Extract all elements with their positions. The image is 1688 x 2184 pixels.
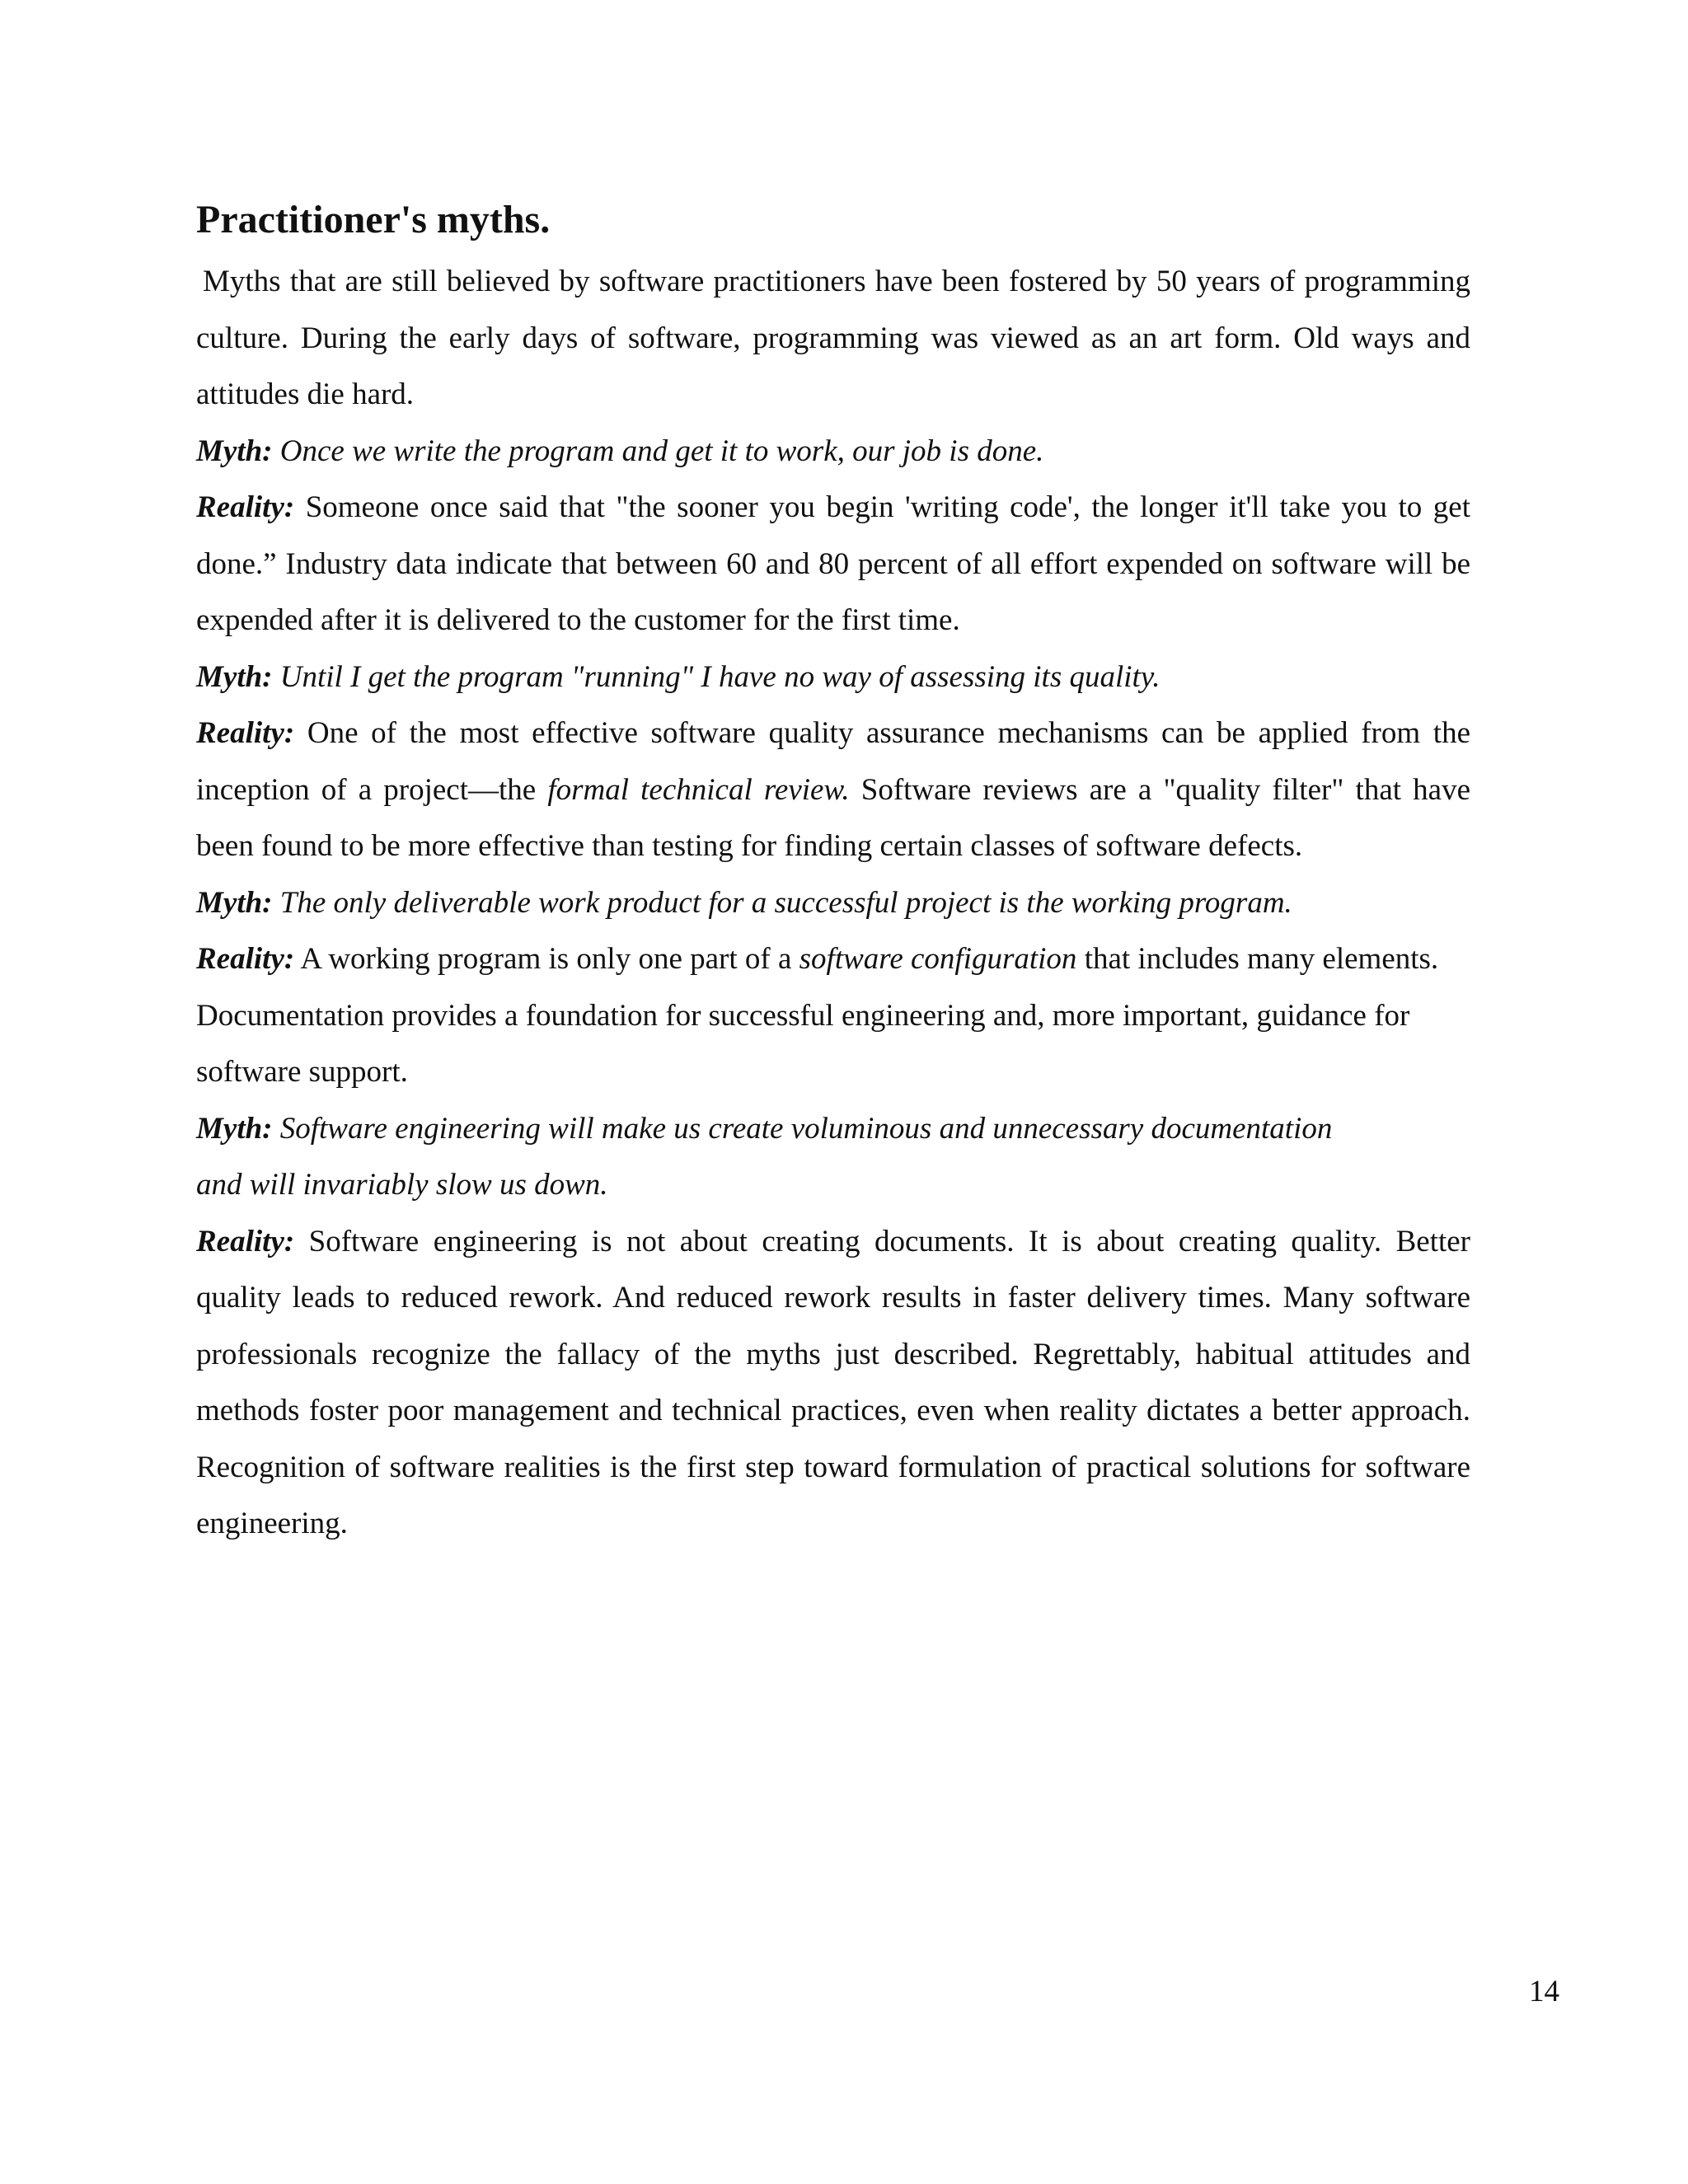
reality-label: Reality:	[196, 490, 295, 524]
myth-label: Myth:	[196, 885, 273, 920]
reality-label: Reality:	[196, 942, 295, 976]
reality-label: Reality:	[196, 1224, 295, 1258]
reality-label: Reality:	[196, 716, 295, 750]
myth-label: Myth:	[196, 659, 273, 694]
reality-3	[196, 931, 1470, 1101]
myth-3	[196, 875, 1470, 932]
myth-label: Myth:	[196, 1111, 273, 1146]
myth-4-text-line2: and will invariably slow us down.	[196, 1168, 608, 1202]
myth-2-text: Until I get the program "running" I have no way of assessing its quality.	[279, 659, 1160, 694]
page-number: 14	[1529, 1975, 1559, 2008]
reality-3-text-after: that includes many elements. Documentation provides a foundation for successful engineering and, more important, guidance for software support.	[196, 942, 1439, 1089]
reality-2	[196, 705, 1470, 875]
reality-1-text: Someone once said that "the sooner you begin 'writing code', the longer it'll take you to get done.” Industry data indicate that between 60 and 80 percent of all effort expended on software will be expended after it is delivered to the customer for the first time.	[196, 490, 1470, 637]
page-content	[196, 191, 1470, 1553]
section-heading: Practitioner's myths.	[196, 198, 551, 241]
reality-1	[196, 480, 1470, 649]
myth-1	[196, 424, 1470, 480]
reality-2-emphasis: formal technical review.	[547, 772, 850, 807]
myth-4-text-line1: Software engineering will make us create voluminous and unnecessary documentation	[279, 1111, 1333, 1146]
intro-paragraph: Myths that are still believed by software practitioners have been fostered by 50 years of programming culture. During the early days of software, programming was viewed as an art form. Old ways and attitudes die hard.	[196, 265, 1470, 411]
reality-2-text-after: Software reviews are a "quality filter" that have been found to be more effective than testing for finding certain classes of software defects.	[196, 772, 1471, 863]
myth-2	[196, 649, 1470, 706]
reality-4	[196, 1214, 1470, 1553]
myth-label: Myth:	[196, 434, 273, 468]
reality-2-text-before: One of the most effective software quality assurance mechanisms can be applied from the inception of a project—the	[196, 716, 1470, 807]
myth-3-text: The only deliverable work product for a successful project is the working program.	[279, 885, 1292, 920]
reality-4-text: Software engineering is not about creating documents. It is about creating quality. Better quality leads to reduced rework. And reduced rework results in faster delivery times. Many software professionals recognize the fallacy of the myths just described. Regrettably, habitual attitudes and methods foster poor management and technical practices, even when reality dictates a better approach. Recognition of software realities is the first step toward formulation of practical solutions for software engineering.	[196, 1224, 1470, 1540]
myth-1-text: Once we write the program and get it to work, our job is done.	[279, 434, 1044, 468]
reality-3-emphasis: software configuration	[799, 942, 1077, 976]
myth-4	[196, 1101, 1470, 1214]
reality-3-text-before: A working program is only one part of a	[300, 942, 792, 976]
